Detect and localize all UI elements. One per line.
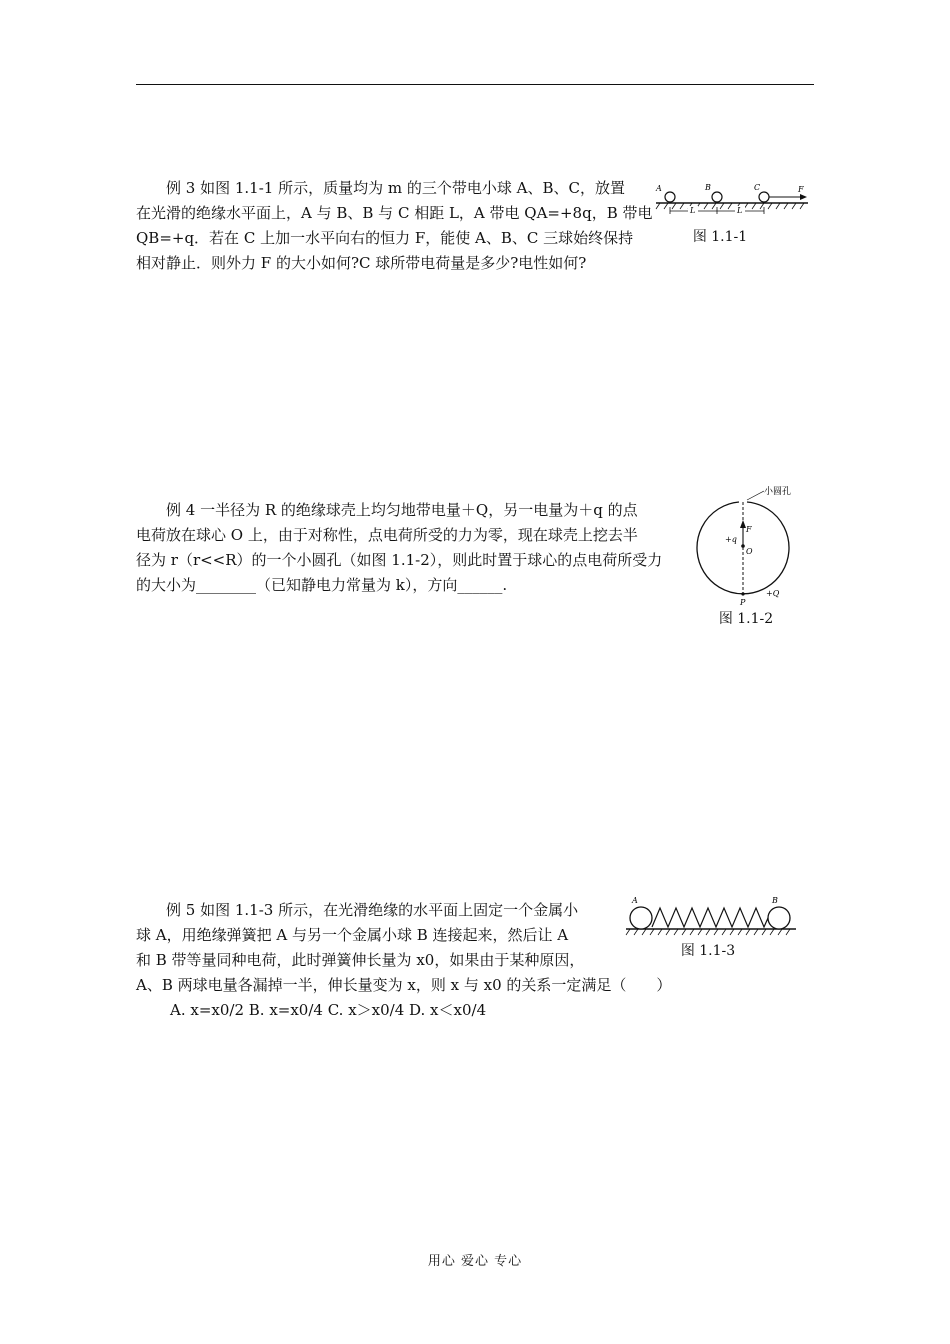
- example-4-line: 电荷放在球心 O 上，由于对称性，点电荷所受的力为零，现在球壳上挖去半: [136, 526, 638, 544]
- example-3-line: QB=+q．若在 C 上加一水平向右的恒力 F，能使 A、B、C 三球始终保持: [136, 229, 634, 247]
- label-f: F: [746, 525, 752, 534]
- figure-1-1-3: [624, 894, 800, 936]
- example-5-line: 球 A，用绝缘弹簧把 A 与另一个金属小球 B 连接起来，然后让 A: [136, 926, 569, 944]
- label-l1: L: [690, 206, 696, 214]
- label-q: +q: [725, 535, 737, 544]
- label-o: O: [746, 547, 753, 556]
- label-hole: 小圆孔: [764, 487, 792, 497]
- label-p: P: [740, 598, 746, 606]
- label-c: C: [754, 183, 761, 192]
- label-l2: L: [737, 206, 743, 214]
- label-big-q: +Q: [766, 589, 780, 598]
- ball-b: [712, 192, 722, 202]
- example-4-line: 的大小为________（已知静电力常量为 k），方向______.: [136, 576, 508, 594]
- label-b: B: [705, 183, 711, 192]
- page-footer: 用心 爱心 专心: [427, 1254, 523, 1269]
- ball-a: [665, 192, 675, 202]
- example-5-line: 例 5 如图 1.1-3 所示，在光滑绝缘的水平面上固定一个金属小: [136, 901, 579, 919]
- ball-c: [759, 192, 769, 202]
- example-5-text: [136, 898, 696, 1023]
- label-f: F: [798, 185, 804, 194]
- example-4-line: 例 4 一半径为 R 的绝缘球壳上均匀地带电量＋Q，另一电量为＋q 的点: [136, 501, 638, 519]
- figure-1-1-3-caption: 图 1.1-3: [680, 943, 736, 959]
- example-3-line: 在光滑的绝缘水平面上，A 与 B、B 与 C 相距 L，A 带电 QA=+8q，B 带电: [136, 204, 653, 222]
- header-rule: [136, 84, 814, 85]
- spring: [652, 908, 768, 927]
- example-3-line: 例 3 如图 1.1-1 所示，质量均为 m 的三个带电小球 A、B、C，放置: [136, 179, 625, 197]
- example-4-text: [136, 498, 686, 598]
- figure-1-1-1: [652, 180, 812, 214]
- example-3-text: [136, 176, 653, 276]
- example-5-line: A、B 两球电量各漏掉一半，伸长量变为 x，则 x 与 x0 的关系一定满足（ ）: [136, 976, 672, 994]
- figure-1-1-2-caption: 图 1.1-2: [718, 611, 774, 627]
- label-b: B: [772, 896, 778, 905]
- ball-b: [768, 907, 790, 929]
- figure-1-1-1-caption: 图 1.1-1: [692, 229, 748, 245]
- ball-a: [630, 907, 652, 929]
- example-5-options: A. x=x0/2 B. x=x0/4 C. x＞x0/4 D. x＜x0/4: [170, 1001, 487, 1019]
- label-a: A: [632, 896, 638, 905]
- figure-1-1-2: [694, 484, 804, 606]
- example-4-line: 径为 r（r<<R）的一个小圆孔（如图 1.1-2），则此时置于球心的点电荷所受力: [136, 551, 663, 569]
- example-5-line: 和 B 带等量同种电荷，此时弹簧伸长量为 x0，如果由于某种原因，: [136, 951, 585, 969]
- label-a: A: [656, 184, 662, 193]
- example-3-line: 相对静止．则外力 F 的大小如何?C 球所带电荷量是多少?电性如何?: [136, 254, 587, 272]
